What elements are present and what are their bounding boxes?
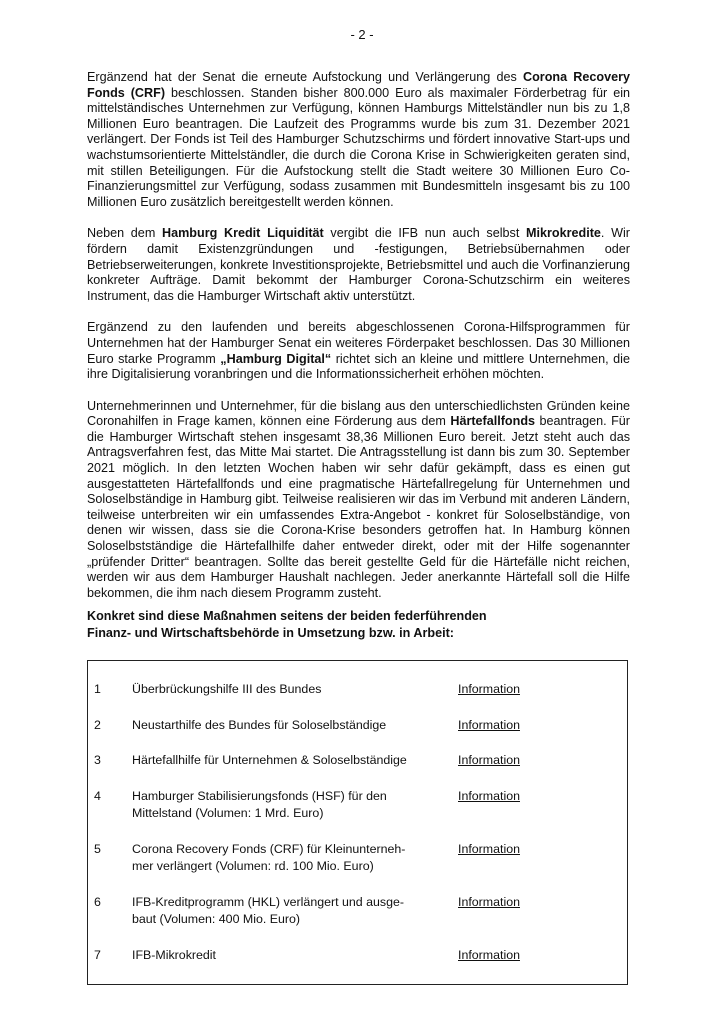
- paragraph-hamburg-digital: [87, 320, 630, 382]
- heading-line: Finanz- und Wirtschaftsbehörde in Umsetzung bzw. in Arbeit:: [87, 626, 454, 640]
- bold-term: Corona Recovery Fonds (CRF): [87, 70, 630, 100]
- row-number: 7: [94, 948, 101, 962]
- row-description: [132, 841, 437, 875]
- text: beschlossen. Standen bisher 800.000 Euro als maximaler Förderbetrag für ein mittelständisches Unternehmen zur Verfügung, können Hamburgs Mittelständler nun bis zu 1,8 Millionen Euro beantragen. Die Laufzeit des Programms wurde bis zum 31. Dezember 2021 verlängert. Der Fonds ist Teil des Hamburger Schutzschirms und fördert innovative Start-ups und wachstumsorientierte Mittelständler, die durch die Corona Krise in Schwierigkeiten geraten sind, mit stillen Beteiligungen. Für die Aufstockung stellt die Stadt weitere 30 Millionen Euro Co-Finanzierungsmittel zur Verfügung, sodass zusammen mit Bundesmitteln insgesamt bis zu 100 Millionen Euro zusätzlich bereitgestellt werden können.: [87, 85, 631, 209]
- paragraph-haertefallfonds: [87, 399, 630, 602]
- row-line: Überbrückungshilfe III des Bundes: [132, 682, 322, 696]
- text: Ergänzend hat der Senat die erneute Aufstockung und Verlängerung des: [87, 70, 523, 84]
- paragraph-crf: [87, 70, 630, 210]
- text: beantragen. Für die Hamburger Wirtschaft stehen insgesamt 38,36 Millionen Euro bereit. Jetzt steht auch das Antragsverfahren fest, das Mitte Mai startet. Die Antragsstellung ist dann bis zum 30. September 2021 möglich. In den letzten Wochen haben wir sehr dafür gekämpft, dass es einen gut ausgestatteten Härtefallfonds und eine pragmatische Härtefallregelung für Unternehmen und Soloselbständige in Hamburg gibt. Teilweise realisieren wir das im Verbund mit anderen Ländern, teilweise unterbreiten wir ein umfassendes Extra-Angebot - konkret für Soloselbständige, von denen wir wissen, dass sie die Corona-Krise besonders getroffen hat. In Hamburg können Soloselbstständige die Härtefallhilfe daher entweder direkt, oder mit der Hilfe sogenannter „prüfender Dritter“ beantragen. Sollte das bereit gestellte Geld für die Härtefälle nicht reichen, werden wir aus dem Hamburger Haushalt nachlegen. Jeder anerkannte Härtefall soll die Hilfe bekommen, die ihm nach diesem Programm zusteht.: [87, 414, 630, 600]
- information-link[interactable]: Information: [458, 753, 520, 767]
- paragraph-mikrokredite: [87, 226, 630, 304]
- row-number: 5: [94, 842, 101, 856]
- row-number: 4: [94, 789, 101, 803]
- text: Unternehmerinnen und Unternehmer, für die bislang aus den unterschiedlichsten Gründen keine Coronahilfen in Frage kamen, können eine Förderung aus dem: [87, 398, 630, 429]
- row-line: Hamburger Stabilisierungsfonds (HSF) für den: [132, 789, 387, 803]
- row-description: [132, 681, 437, 698]
- text: Neben dem: [87, 226, 163, 241]
- row-description: [132, 947, 437, 964]
- row-line: IFB-Kreditprogramm (HKL) verlängert und ausge-: [132, 895, 405, 909]
- row-description: [132, 788, 437, 822]
- row-description: [132, 717, 437, 734]
- row-number: 6: [94, 895, 101, 909]
- information-link[interactable]: Information: [458, 895, 520, 909]
- row-line: mer verlängert (Volumen: rd. 100 Mio. Euro): [132, 859, 374, 873]
- row-description: [132, 894, 437, 928]
- text: Ergänzend zu den laufenden und bereits abgeschlossenen Corona-Hilfsprogrammen für Unternehmen hat der Hamburger Senat ein weiteres Förderpaket beschlossen. Das 30 Millionen Euro starke Programm: [87, 320, 630, 366]
- row-line: Neustarthilfe des Bundes für Soloselbständige: [132, 718, 387, 732]
- bold-term: Mikrokredite: [526, 226, 601, 241]
- measures-heading: [87, 608, 630, 642]
- heading-line: Konkret sind diese Maßnahmen seitens der beiden federführenden: [87, 609, 487, 623]
- row-line: IFB-Mikrokredit: [132, 948, 216, 962]
- text: . Wir fördern damit Existenzgründungen und -festigungen, Betriebsübernahmen oder Betriebserweiterungen, konkrete Investitionsprojekte, Betriebsmittel und auch die Vorfinanzierung konkreter Aufträge. Damit bekommt der Hamburger Corona-Schutzschirm ein weiteres Instrument, das die Hamburger Wirtschaft aktiv unterstützt.: [87, 226, 630, 303]
- information-link[interactable]: Information: [458, 682, 520, 696]
- information-link[interactable]: Information: [458, 718, 520, 732]
- row-line: baut (Volumen: 400 Mio. Euro): [132, 912, 301, 926]
- text: richtet sich an kleine und mittlere Unternehmen, die ihre Digitalisierung voranbringen und die Informationssicherheit erhöhen möchten.: [87, 351, 630, 382]
- text: vergibt die IFB nun auch selbst: [323, 226, 527, 241]
- page-number: - 2 -: [350, 27, 374, 42]
- measures-table: [87, 660, 628, 985]
- row-number: 2: [94, 718, 101, 732]
- row-description: [132, 752, 437, 769]
- row-number: 1: [94, 682, 101, 696]
- bold-term: Hamburg Kredit Liquidität: [162, 226, 324, 241]
- bold-term: „Hamburg Digital“: [220, 351, 332, 366]
- row-number: 3: [94, 753, 101, 767]
- row-line: Mittelstand (Volumen: 1 Mrd. Euro): [132, 806, 324, 820]
- information-link[interactable]: Information: [458, 789, 520, 803]
- information-link[interactable]: Information: [458, 842, 520, 856]
- bold-term: Härtefallfonds: [450, 414, 536, 429]
- information-link[interactable]: Information: [458, 948, 520, 962]
- document-body: [87, 70, 630, 617]
- row-line: Härtefallhilfe für Unternehmen & Soloselbständige: [132, 753, 407, 767]
- row-line: Corona Recovery Fonds (CRF) für Kleinunterneh-: [132, 842, 406, 856]
